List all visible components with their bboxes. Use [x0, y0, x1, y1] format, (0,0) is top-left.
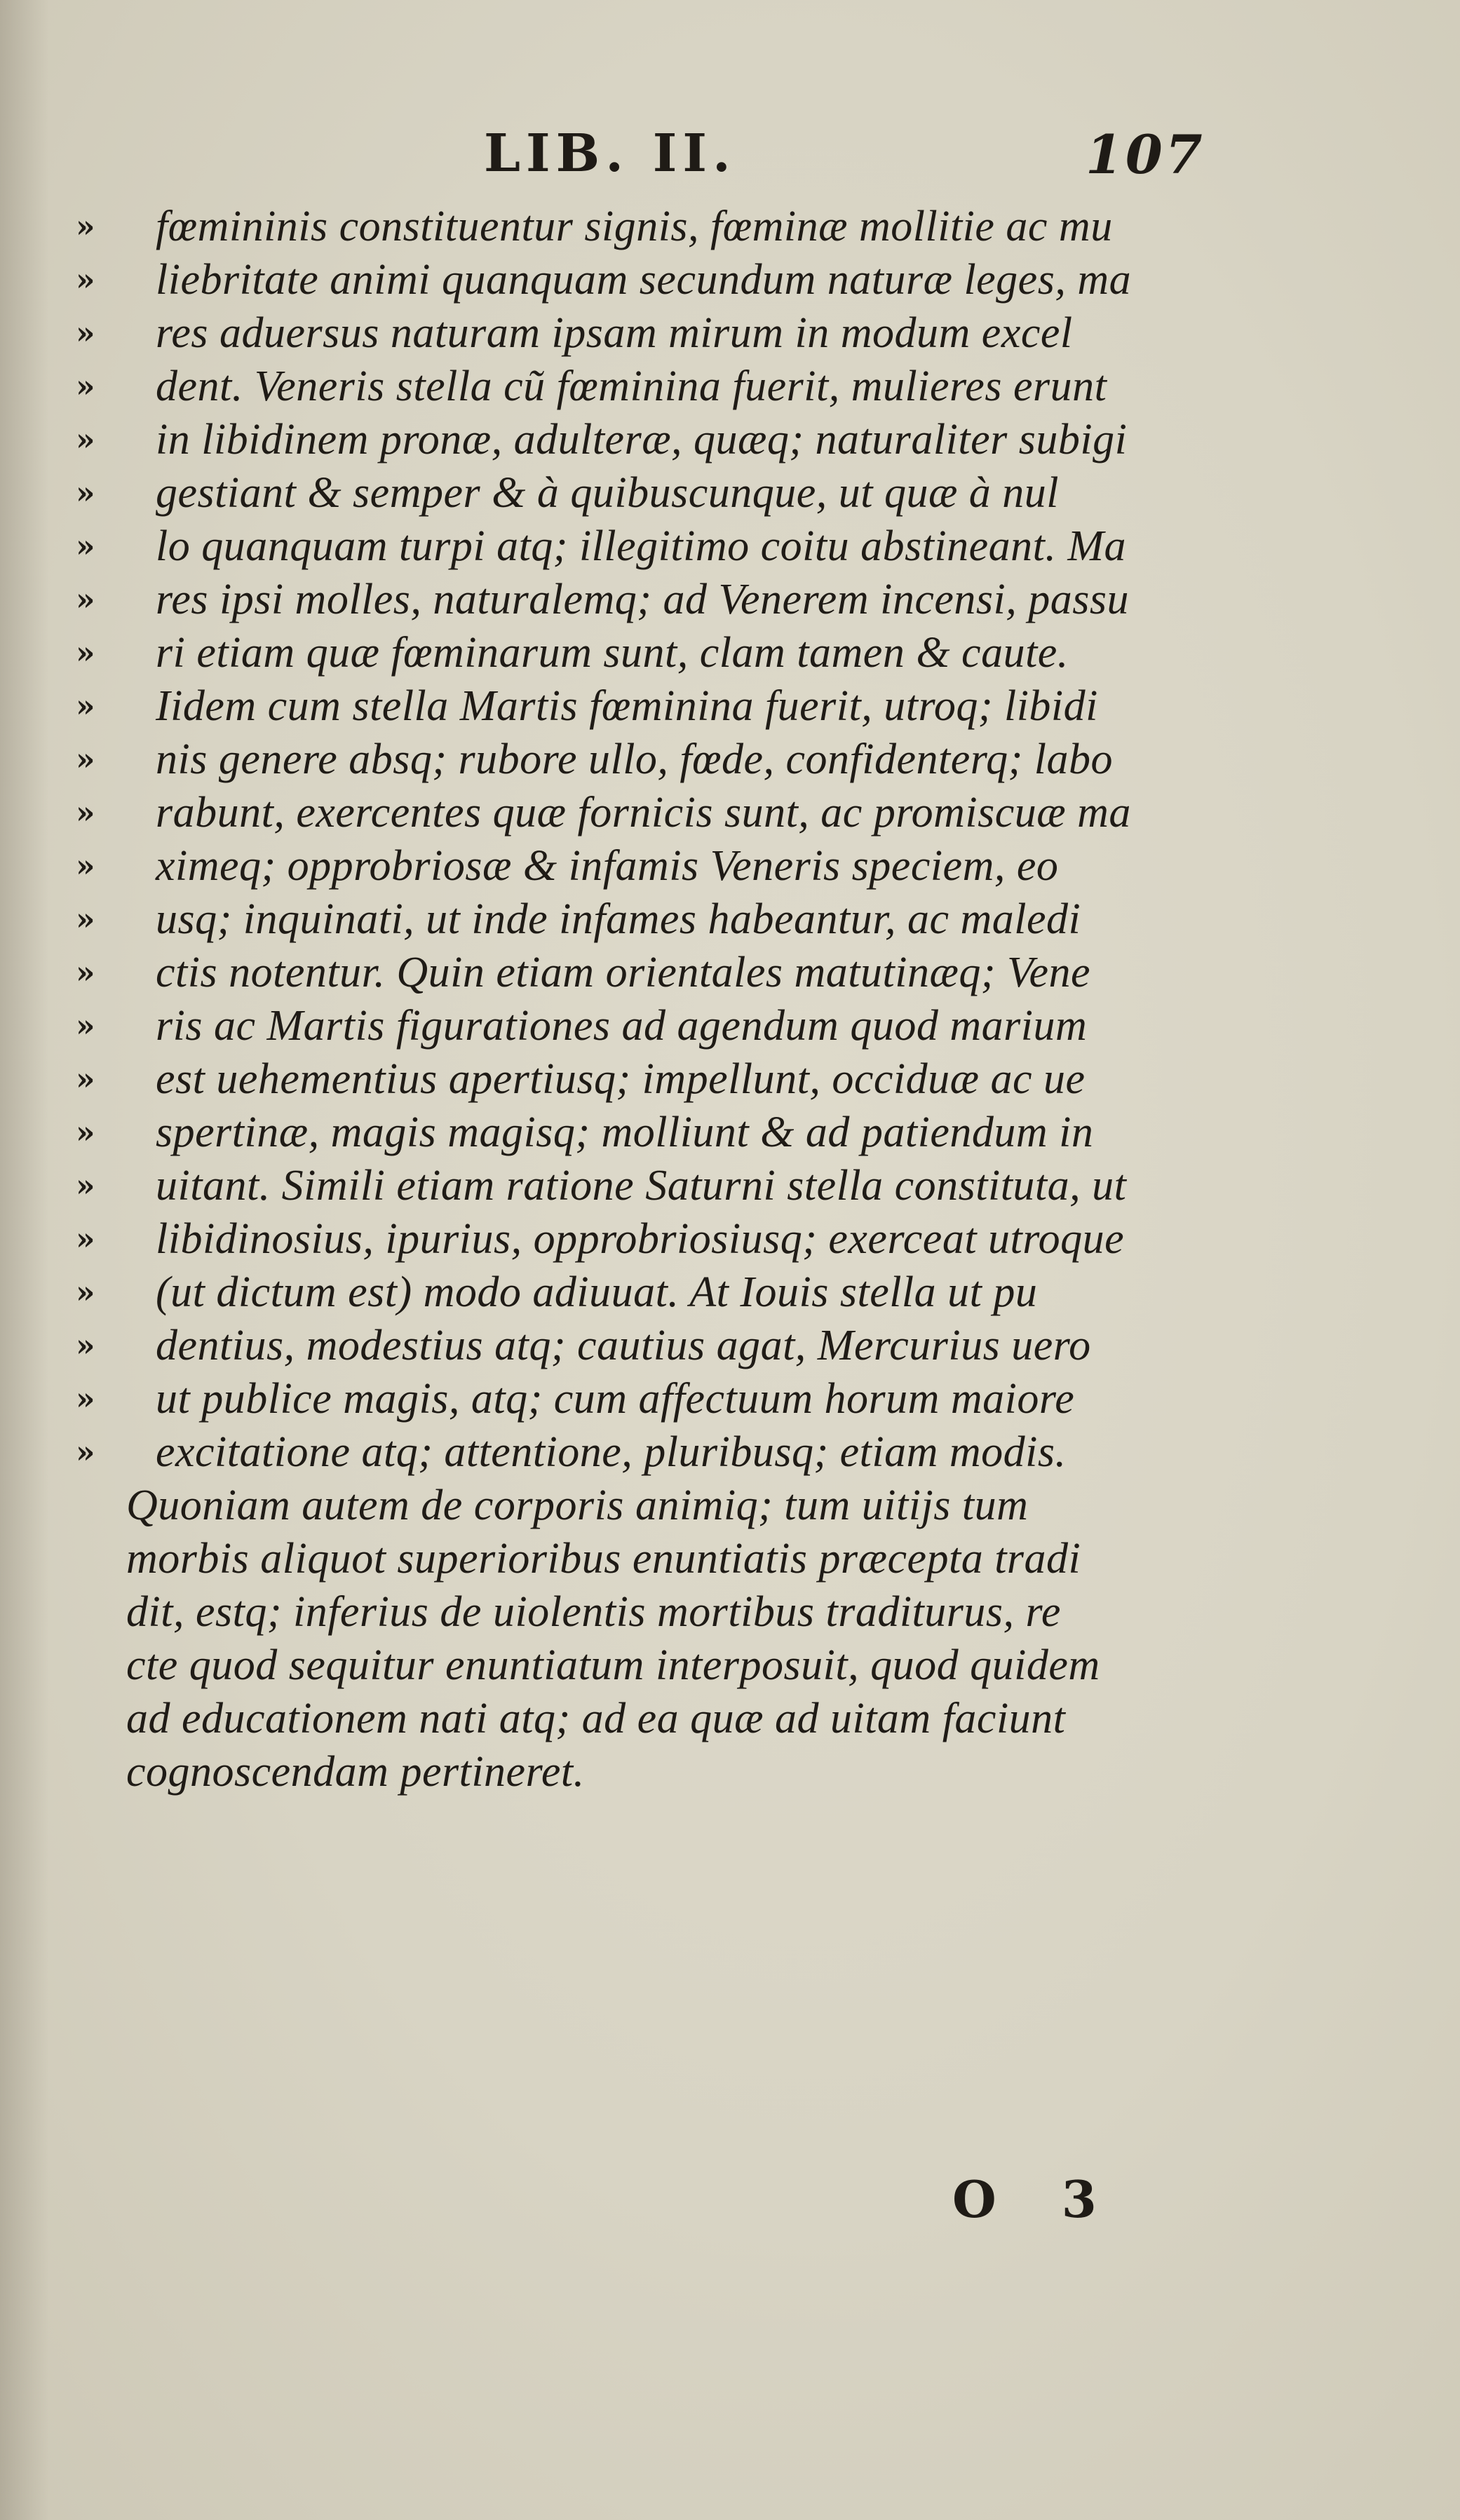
page-header	[0, 123, 1460, 201]
quote-mark: »	[76, 1221, 93, 1257]
text-line	[0, 1534, 1460, 1587]
line-text: lo quanquam turpi atq; illegitimo coitu abstineant. Ma	[156, 522, 1127, 570]
line-text: ut publice magis, atq; cum affectuum horum maiore	[156, 1375, 1075, 1423]
line-text: uitant. Simili etiam ratione Saturni stella constituta, ut	[156, 1162, 1127, 1210]
quote-mark: »	[76, 1435, 93, 1470]
line-text: Iidem cum stella Martis fœminina fuerit, utroq; libidi	[156, 682, 1098, 730]
line-text: res aduersus naturam ipsam mirum in modum excel	[156, 309, 1073, 357]
line-text: dit, estq; inferius de uiolentis mortibus traditurus, re	[126, 1588, 1061, 1636]
quoted-line	[0, 1108, 1460, 1161]
quoted-line	[0, 735, 1460, 788]
line-text: res ipsi molles, naturalemq; ad Venerem incensi, passu	[156, 576, 1129, 623]
quoted-line	[0, 575, 1460, 628]
quoted-line	[0, 1374, 1460, 1428]
line-text: est uehementius apertiusq; impellunt, occiduæ ac ue	[156, 1055, 1086, 1103]
quote-mark: »	[76, 1328, 93, 1364]
line-text: ad educationem nati atq; ad ea quæ ad uitam faciunt	[126, 1695, 1066, 1742]
quoted-line	[0, 1161, 1460, 1214]
line-text: excitatione atq; attentione, pluribusq; etiam modis.	[156, 1428, 1067, 1476]
line-text: dent. Veneris stella cũ fœminina fuerit, mulieres erunt	[156, 363, 1107, 410]
quoted-line	[0, 415, 1460, 468]
quoted-line	[0, 255, 1460, 309]
quote-mark: »	[76, 955, 93, 991]
line-text: liebritate animi quanquam secundum naturæ leges, ma	[156, 256, 1132, 304]
line-text: in libidinem pronæ, adulteræ, quæq; naturaliter subigi	[156, 416, 1128, 463]
running-head: LIB. II.	[484, 123, 736, 184]
text-line	[0, 1641, 1460, 1694]
quote-mark: »	[76, 1275, 93, 1310]
quoted-line	[0, 468, 1460, 522]
quote-mark: »	[76, 582, 93, 618]
quote-mark: »	[76, 209, 93, 245]
quoted-line	[0, 948, 1460, 1001]
quoted-line	[0, 202, 1460, 255]
quote-mark: »	[76, 422, 93, 458]
line-text: gestiant & semper & à quibuscunque, ut quæ à nul	[156, 469, 1060, 517]
quoted-line	[0, 1214, 1460, 1268]
quote-mark: »	[76, 369, 93, 405]
quoted-line	[0, 522, 1460, 575]
quote-mark: »	[76, 262, 93, 298]
quoted-line	[0, 841, 1460, 895]
quote-mark: »	[76, 475, 93, 511]
line-text: ximeq; opprobriosæ & infamis Veneris speciem, eo	[156, 842, 1059, 890]
quoted-line	[0, 895, 1460, 948]
line-text: ris ac Martis figurationes ad agendum quod marium	[156, 1002, 1088, 1050]
quote-mark: »	[76, 689, 93, 724]
quote-mark: »	[76, 529, 93, 564]
line-text: Quoniam autem de corporis animiq; tum uitijs tum	[126, 1482, 1029, 1529]
quote-mark: »	[76, 635, 93, 671]
quote-mark: »	[76, 1115, 93, 1151]
line-text: cognoscendam pertineret.	[126, 1748, 585, 1796]
text-line	[0, 1747, 1460, 1801]
quoted-line	[0, 1001, 1460, 1055]
line-text: ri etiam quæ fœminarum sunt, clam tamen & caute.	[156, 629, 1069, 677]
line-text: morbis aliquot superioribus enuntiatis præcepta tradi	[126, 1535, 1081, 1583]
quoted-line	[0, 1428, 1460, 1481]
text-line	[0, 1694, 1460, 1747]
page-number: 107	[1086, 123, 1205, 186]
quoted-line	[0, 628, 1460, 682]
line-text: fœmininis constituentur signis, fœminæ mollitie ac mu	[156, 203, 1113, 250]
quoted-line	[0, 309, 1460, 362]
quoted-line	[0, 362, 1460, 415]
quote-mark: »	[76, 742, 93, 778]
quote-mark: »	[76, 902, 93, 937]
quote-mark: »	[76, 1381, 93, 1417]
quote-mark: »	[76, 1062, 93, 1097]
line-text: nis genere absq; rubore ullo, fœde, confidenterq; labo	[156, 736, 1113, 783]
quote-mark: »	[76, 795, 93, 831]
quote-mark: »	[76, 1168, 93, 1204]
line-text: libidinosius, ipurius, opprobriosiusq; exerceat utroque	[156, 1215, 1125, 1263]
quoted-line	[0, 682, 1460, 735]
text-line	[0, 1481, 1460, 1534]
line-text: usq; inquinati, ut inde infames habeantur, ac maledi	[156, 895, 1081, 943]
line-text: ctis notentur. Quin etiam orientales matutinæq; Vene	[156, 949, 1091, 996]
text-line	[0, 1587, 1460, 1641]
quoted-line	[0, 1321, 1460, 1374]
signature-mark: O 3	[952, 2169, 1121, 2229]
quoted-line	[0, 788, 1460, 841]
quoted-line	[0, 1268, 1460, 1321]
line-text: dentius, modestius atq; cautius agat, Mercurius uero	[156, 1322, 1091, 1369]
quote-mark: »	[76, 848, 93, 884]
line-text: cte quod sequitur enuntiatum interposuit, quod quidem	[126, 1641, 1100, 1689]
line-text: rabunt, exercentes quæ fornicis sunt, ac promiscuæ ma	[156, 789, 1131, 836]
line-text: (ut dictum est) modo adiuuat. At Iouis stella ut pu	[156, 1268, 1038, 1316]
quote-mark: »	[76, 316, 93, 351]
quoted-line	[0, 1055, 1460, 1108]
quote-mark: »	[76, 1008, 93, 1044]
line-text: spertinæ, magis magisq; molliunt & ad patiendum in	[156, 1109, 1094, 1156]
